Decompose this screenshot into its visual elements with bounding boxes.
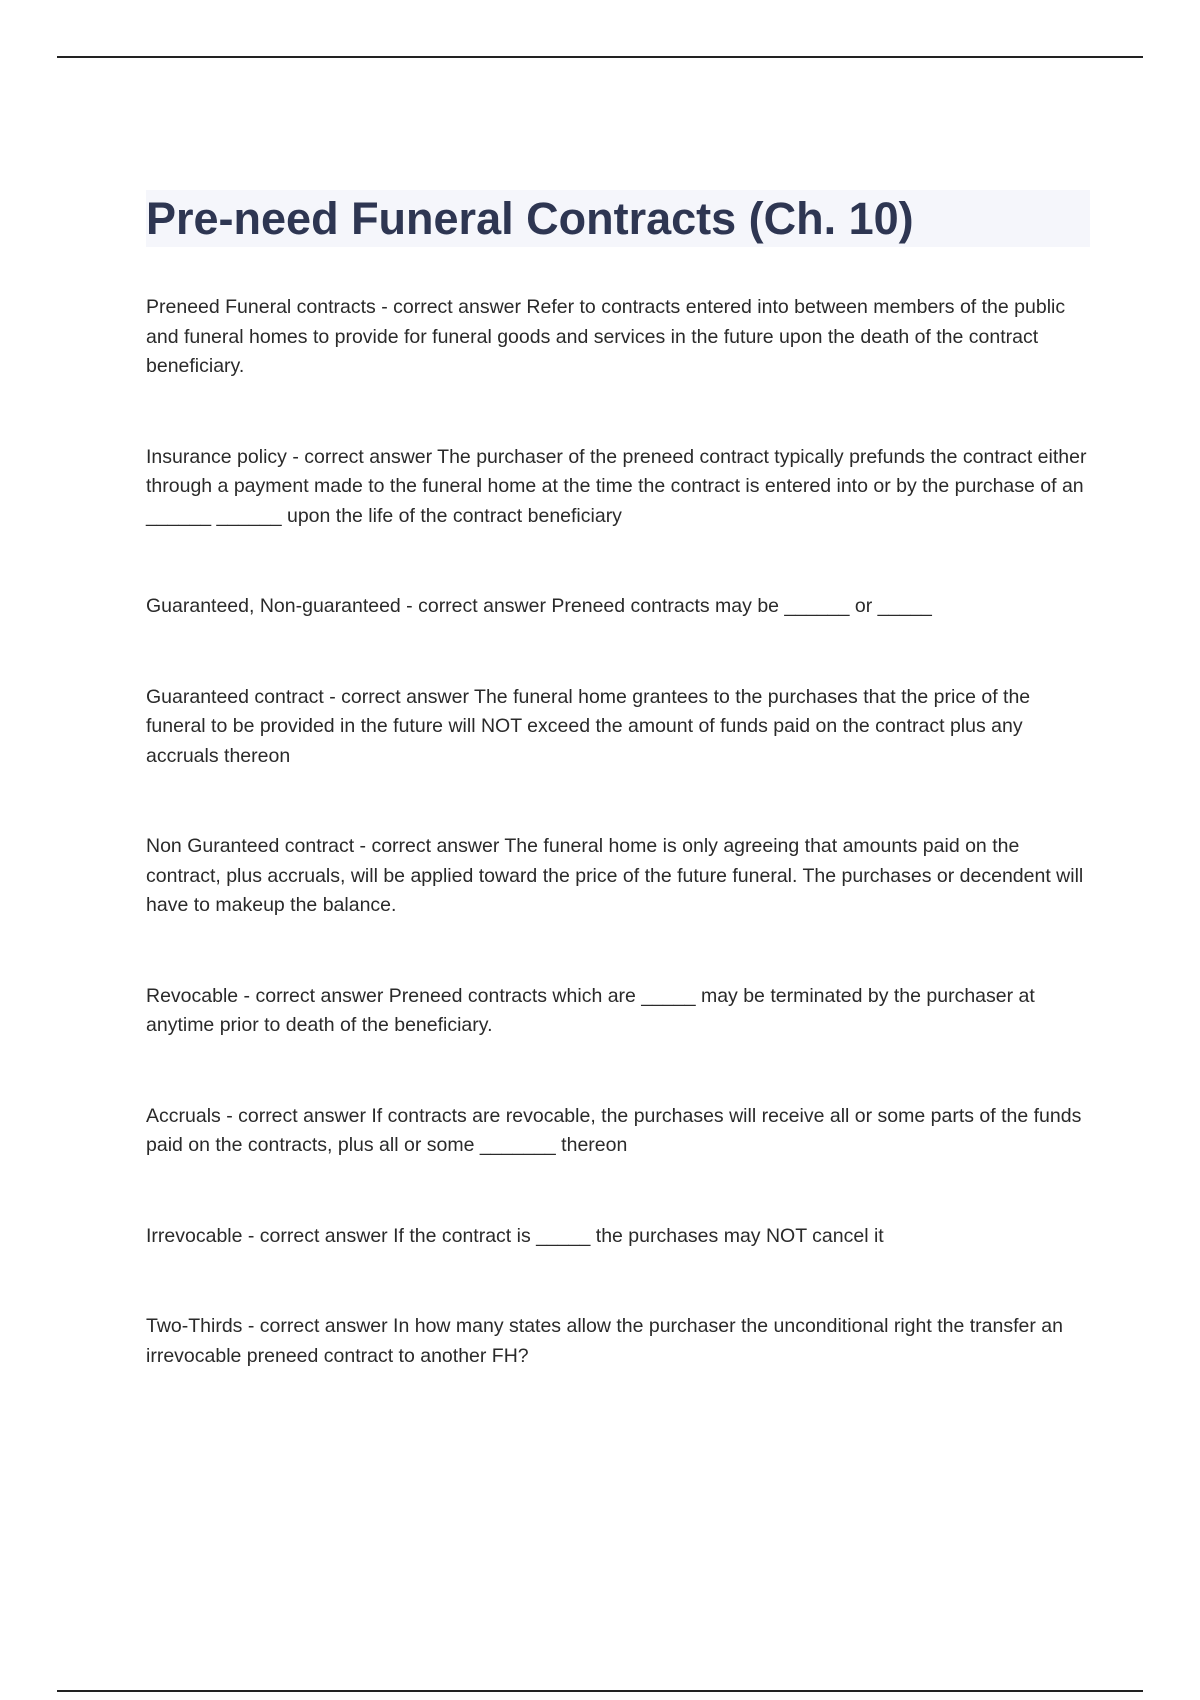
- bottom-rule: [57, 1690, 1143, 1692]
- top-rule: [57, 56, 1143, 58]
- title-band: [146, 190, 1090, 247]
- entry-irrevocable: Irrevocable - correct answer If the contract is _____ the purchases may NOT cancel it: [146, 1224, 884, 1247]
- entry-list: [146, 293, 1090, 1371]
- document-title: Pre-need Funeral Contracts (Ch. 10): [146, 192, 914, 244]
- entry-guaranteed-contract: Guaranteed contract - correct answer The funeral home grantees to the purchases that the price of the funeral to be provided in the future will NOT exceed the amount of funds paid on the contract plus any accruals thereon: [146, 685, 1031, 767]
- entry-two-thirds: Two-Thirds - correct answer In how many states allow the purchaser the unconditional right the transfer an irrevocable preneed contract to another FH?: [146, 1315, 1063, 1367]
- entry-insurance-policy: Insurance policy - correct answer The purchaser of the preneed contract typically prefunds the contract either through a payment made to the funeral home at the time the contract is entered into or by the purchase of an ______ ______ upon the life of the contract beneficiary: [146, 445, 1087, 527]
- entry-accruals: Accruals - correct answer If contracts are revocable, the purchases will receive all or some parts of the funds paid on the contracts, plus all or some _______ thereon: [146, 1104, 1082, 1156]
- entry-preneed-funeral-contracts: Preneed Funeral contracts - correct answer Refer to contracts entered into between members of the public and funeral homes to provide for funeral goods and services in the future upon the death of the contract beneficiary.: [146, 296, 1066, 377]
- entry-non-guaranteed-contract: Non Guranteed contract - correct answer The funeral home is only agreeing that amounts paid on the contract, plus accruals, will be applied toward the price of the future funeral. The purchases or decendent will have to makeup the balance.: [146, 835, 1084, 916]
- document-body: [146, 190, 1090, 1432]
- entry-revocable: Revocable - correct answer Preneed contracts which are _____ may be terminated by the purchaser at anytime prior to death of the beneficiary.: [146, 984, 1035, 1036]
- entry-guaranteed-non-guaranteed: Guaranteed, Non-guaranteed - correct answer Preneed contracts may be ______ or _____: [146, 595, 932, 617]
